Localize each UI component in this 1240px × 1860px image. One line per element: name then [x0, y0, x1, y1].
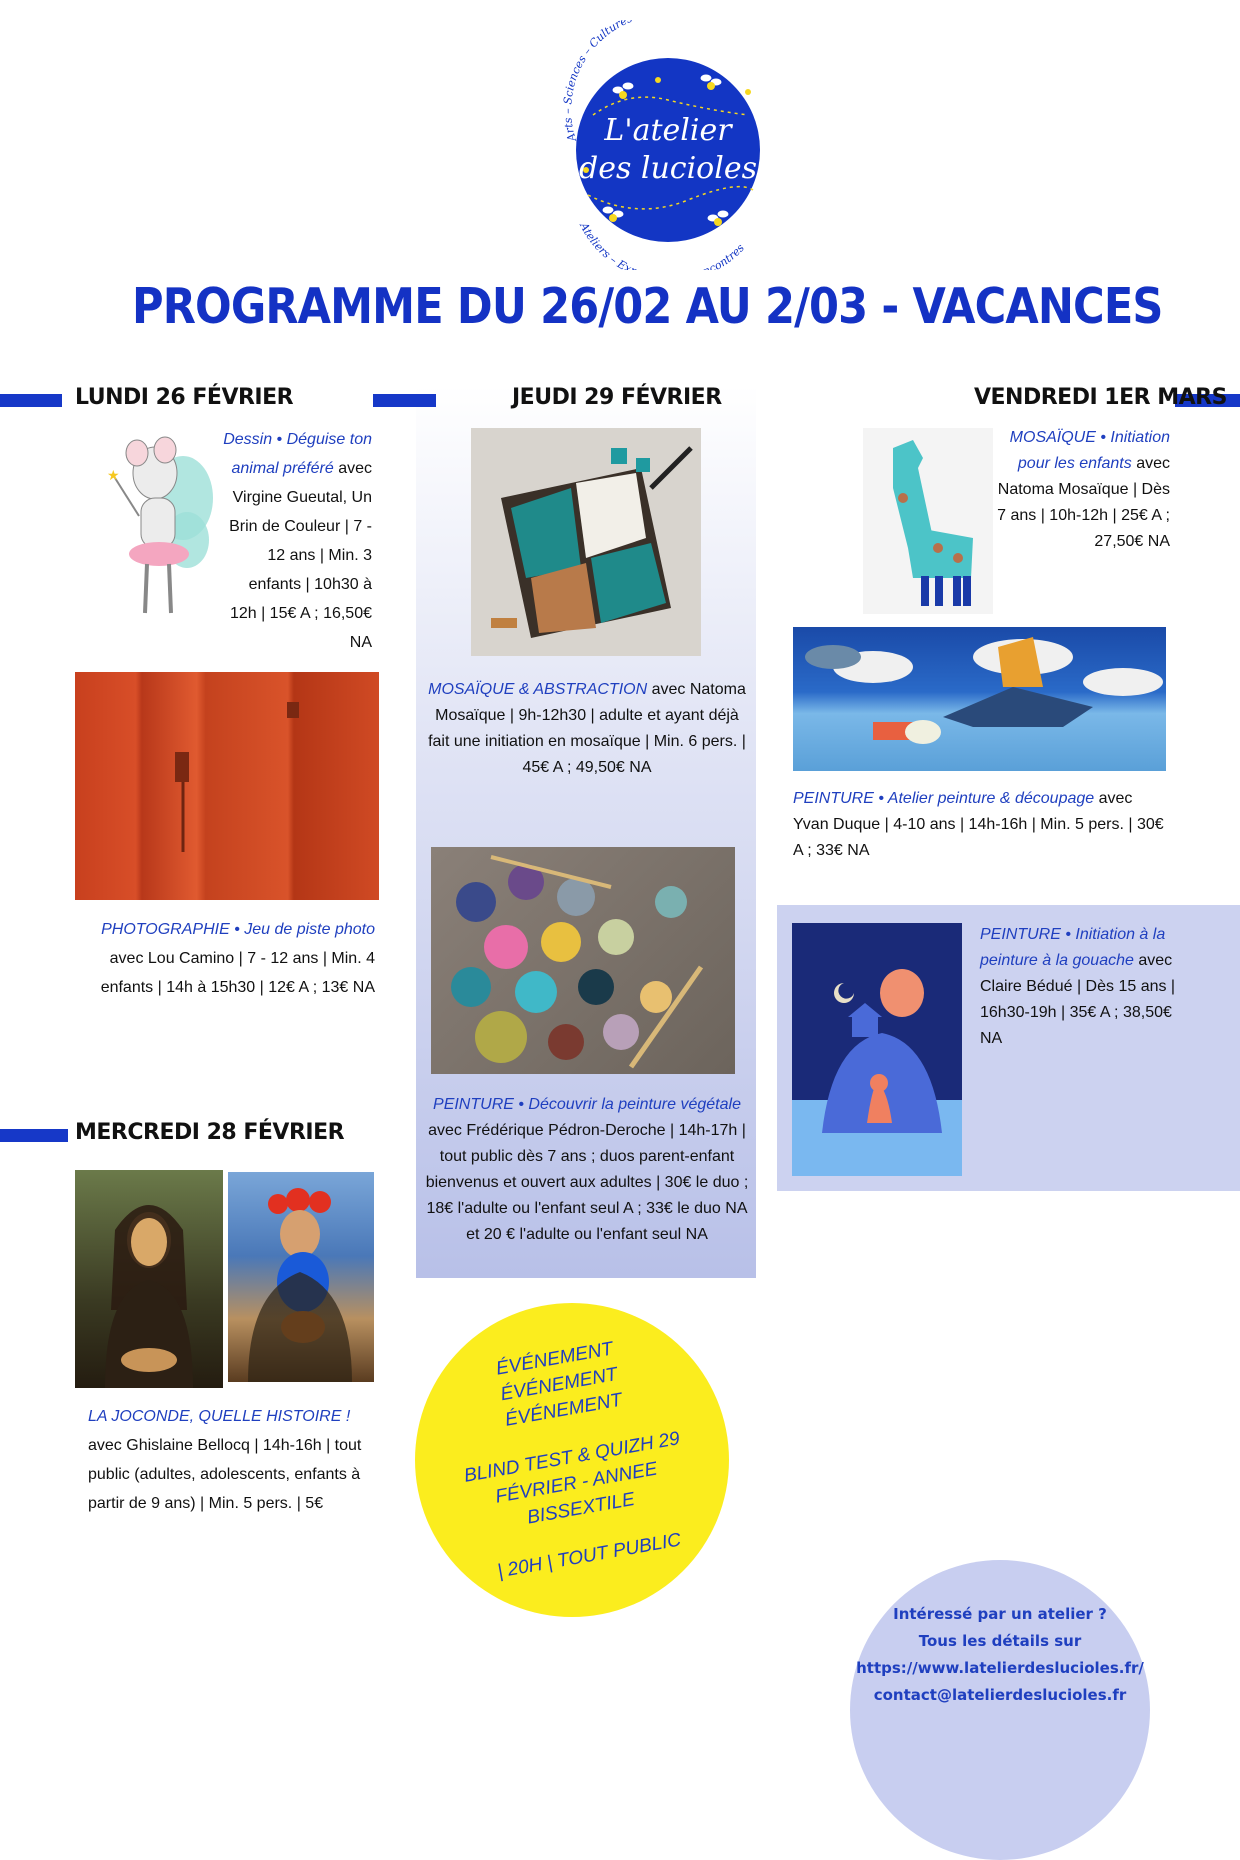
event-details: avec Ghislaine Bellocq | 14h-16h | tout public (adultes, adolescents, enfants à partir de 9 ans) | Min. 5 pers. | 5€ [88, 1437, 362, 1512]
heading-thursday: JEUDI 29 FÉVRIER [512, 385, 722, 410]
event-details: avec Yvan Duque | 4-10 ans | 14h-16h | Min. 5 pers. | 30€ A ; 33€ NA [793, 790, 1164, 859]
special-event-name: BLIND TEST & QUIZH 29 FÉVRIER - ANNEE BISSEXTILE [462, 1428, 682, 1529]
event-title: PEINTURE • Atelier peinture & découpage [793, 790, 1095, 807]
whale-boat-illustration [793, 627, 1166, 771]
event-title: MOSAÏQUE & ABSTRACTION [428, 681, 648, 698]
logo [548, 20, 788, 270]
special-event-circle [415, 1303, 729, 1617]
mouse-fairy-drawing [75, 428, 225, 628]
contact-text [850, 1601, 1150, 1709]
heading-monday: LUNDI 26 FÉVRIER [75, 385, 294, 410]
event-details: avec Natoma Mosaïque | 9h-12h30 | adulte et ayant déjà fait une initiation en mosaïque | Min. 6 pers. | 45€ A ; 49,50€ NA [428, 681, 746, 776]
logo-name-line2: des lucioles [578, 151, 758, 186]
event-monday-drawing-text [220, 425, 372, 657]
mona-lisa-painting [75, 1170, 223, 1388]
event-details: avec Lou Camino | 7 - 12 ans | Min. 4 enfants | 14h à 15h30 | 12€ A ; 13€ NA [100, 950, 375, 996]
giraffe-mosaic-photo [863, 428, 993, 614]
gouache-island-illustration [792, 923, 962, 1176]
event-monday-photo-text [75, 915, 375, 1002]
event-details: avec Claire Bédué | Dès 15 ans | 16h30-19h | 35€ A ; 38,50€ NA [980, 952, 1176, 1047]
mosaic-abstraction-photo [471, 428, 701, 656]
svg-text:★: ★ [107, 467, 120, 483]
event-thursday-paint-text [424, 1092, 750, 1248]
contact-email-link[interactable]: contact@latelierdeslucioles.fr [873, 1686, 1127, 1704]
contact-url-link[interactable]: https://www.latelierdeslucioles.fr/ [856, 1659, 1144, 1677]
special-event-label: ÉVÉNEMENT ÉVÉNEMENT ÉVÉNEMENT [494, 1338, 624, 1431]
contact-line1: Intéressé par un atelier ? [893, 1605, 1107, 1623]
event-friday-decoupage-text [793, 786, 1166, 864]
bar-monday [0, 394, 62, 407]
event-title: PHOTOGRAPHIE • Jeu de piste photo [101, 921, 375, 938]
event-friday-mosaic-text [995, 425, 1170, 555]
logo-bottom-text: Ateliers – Ex contres [577, 220, 747, 270]
logo-name-line1: L'atelier [604, 113, 732, 148]
contact-line2: Tous les détails sur [918, 1632, 1082, 1650]
logo-top-text: Arts – Sciences – Culture [561, 20, 630, 143]
red-door-photo [75, 672, 379, 900]
bar-wednesday [0, 1129, 68, 1142]
bar-thursday [373, 394, 436, 407]
event-friday-gouache-text [980, 922, 1180, 1052]
event-title: PEINTURE • Découvrir la peinture végétale [433, 1096, 741, 1113]
special-event-content [419, 1323, 724, 1592]
surreal-mona-lisa-collage [228, 1172, 374, 1382]
event-details: avec Virgine Gueutal, Un Brin de Couleur | 7 - 12 ans | Min. 3 enfants | 10h30 à 12h | 15€ A ; 16,50€ NA [229, 460, 372, 651]
page-title: PROGRAMME DU 26/02 AU 2/03 - VACANCES [132, 278, 1163, 335]
special-event-info: | 20H | TOUT PUBLIC [495, 1529, 683, 1583]
event-details: avec Natoma Mosaïque | Dès 7 ans | 10h-12h | 25€ A ; 27,50€ NA [997, 455, 1170, 550]
event-title: MOSAÏQUE • Initiation pour les enfants [1009, 429, 1170, 472]
event-title: LA JOCONDE, QUELLE HISTOIRE ! [88, 1408, 351, 1425]
event-title: Dessin • Déguise ton animal préféré [223, 431, 372, 477]
heading-friday: VENDREDI 1ER MARS [974, 385, 1227, 410]
event-title: PEINTURE • Initiation à la peinture à la gouache [980, 926, 1166, 969]
event-thursday-mosaic-text [424, 677, 750, 781]
vegetal-paint-jars-photo [431, 847, 735, 1074]
heading-wednesday: MERCREDI 28 FÉVRIER [75, 1120, 345, 1145]
event-details: avec Frédérique Pédron-Deroche | 14h-17h | tout public dès 7 ans ; duos parent-enfant bienvenus et ouvert aux adultes | 30€ le duo ; 18€ l'adulte ou l'enfant seul A ; 33€ le duo NA et 20 € l'adulte ou l'enfant seul NA [425, 1122, 749, 1243]
event-wednesday-text [88, 1402, 380, 1518]
